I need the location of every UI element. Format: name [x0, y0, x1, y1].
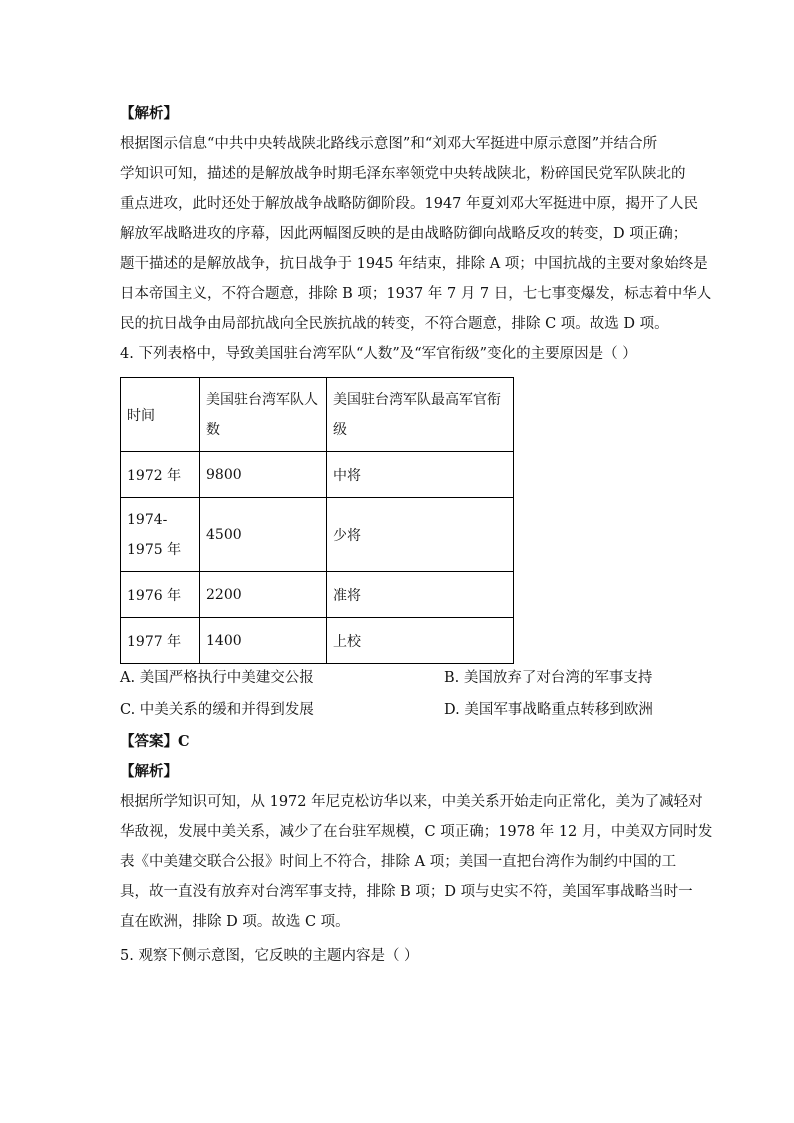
table-cell: 1977 年: [121, 618, 200, 664]
q3-analysis-line: 题干描述的是解放战争，抗日战争于 1945 年结束，排除 A 项；中国抗战的主要对象始终是: [120, 256, 708, 272]
table-row: [121, 498, 514, 572]
q3-analysis-line: 日本帝国主义，不符合题意，排除 B 项；1937 年 7 月 7 日，七七事变爆发，标志着中华人: [120, 286, 712, 302]
table-cell: 准将: [327, 572, 514, 618]
table-cell: 9800: [200, 452, 327, 498]
q3-analysis-line: 根据图示信息“中共中央转战陕北路线示意图”和“刘邓大军挺进中原示意图”并结合所: [120, 136, 658, 152]
table-cell: 1976 年: [121, 572, 200, 618]
q3-analysis-line: 解放军战略进攻的序幕，因此两幅图反映的是由战略防御向战略反攻的转变，D 项正确；: [120, 226, 688, 242]
q3-analysis-line: 重点进攻，此时还处于解放战争战略防御阶段。1947 年夏刘邓大军挺进中原，揭开了人民: [120, 196, 699, 212]
table-row: [121, 452, 514, 498]
q4-table: [120, 377, 514, 664]
q3-analysis-line: 学知识可知，描述的是解放战争时期毛泽东率领党中央转战陕北，粉碎国民党军队陕北的: [120, 166, 686, 182]
table-cell: 中将: [327, 452, 514, 498]
q4-analysis-line: 根据所学知识可知，从 1972 年尼克松访华以来，中美关系开始走向正常化，美为了减轻对: [120, 794, 703, 810]
table-row: [121, 572, 514, 618]
q4-answer: 【答案】C: [120, 733, 190, 750]
table-header-cell: 时间: [121, 378, 200, 452]
q4-analysis-line: 直在欧洲，排除 D 项。故选 C 项。: [120, 914, 350, 930]
q4-option-d: D. 美国军事战略重点转移到欧洲: [444, 702, 653, 718]
table-header-cell: 美国驻台湾军队最高军官衔级: [327, 378, 514, 452]
table-header-row: [121, 378, 514, 452]
q4-analysis-line: 华敌视，发展中美关系，减少了在台驻军规模，C 项正确；1978 年 12 月，中美双方同时发: [120, 824, 713, 840]
table-header-cell: 美国驻台湾军队人数: [200, 378, 327, 452]
q4-analysis-line: 表《中美建交联合公报》时间上不符合，排除 A 项；美国一直把台湾作为制约中国的工: [120, 854, 677, 870]
q3-analysis-heading: 【解析】: [120, 105, 178, 122]
q4-stem: 4. 下列表格中，导致美国驻台湾军队“人数”及“军官衔级”变化的主要原因是（ ）: [120, 346, 637, 362]
table-cell: 1972 年: [121, 452, 200, 498]
table-cell: 上校: [327, 618, 514, 664]
q4-analysis-line: 具，故一直没有放弃对台湾军事支持，排除 B 项；D 项与史实不符，美国军事战略当时一: [120, 884, 693, 900]
q5-stem: 5. 观察下侧示意图，它反映的主题内容是（ ）: [120, 948, 419, 964]
q4-option-b: B. 美国放弃了对台湾的军事支持: [444, 670, 653, 686]
table-cell: 1974-1975 年: [121, 498, 200, 572]
q4-analysis-heading: 【解析】: [120, 763, 178, 780]
table-cell: 2200: [200, 572, 327, 618]
table-cell: 少将: [327, 498, 514, 572]
table-cell: 1400: [200, 618, 327, 664]
table-row: [121, 618, 514, 664]
q4-option-c: C. 中美关系的缓和并得到发展: [120, 702, 314, 718]
table-cell: 4500: [200, 498, 327, 572]
q4-option-a: A. 美国严格执行中美建交公报: [120, 670, 314, 686]
q3-analysis-line: 民的抗日战争由局部抗战向全民族抗战的转变，不符合题意，排除 C 项。故选 D 项。: [120, 316, 669, 332]
